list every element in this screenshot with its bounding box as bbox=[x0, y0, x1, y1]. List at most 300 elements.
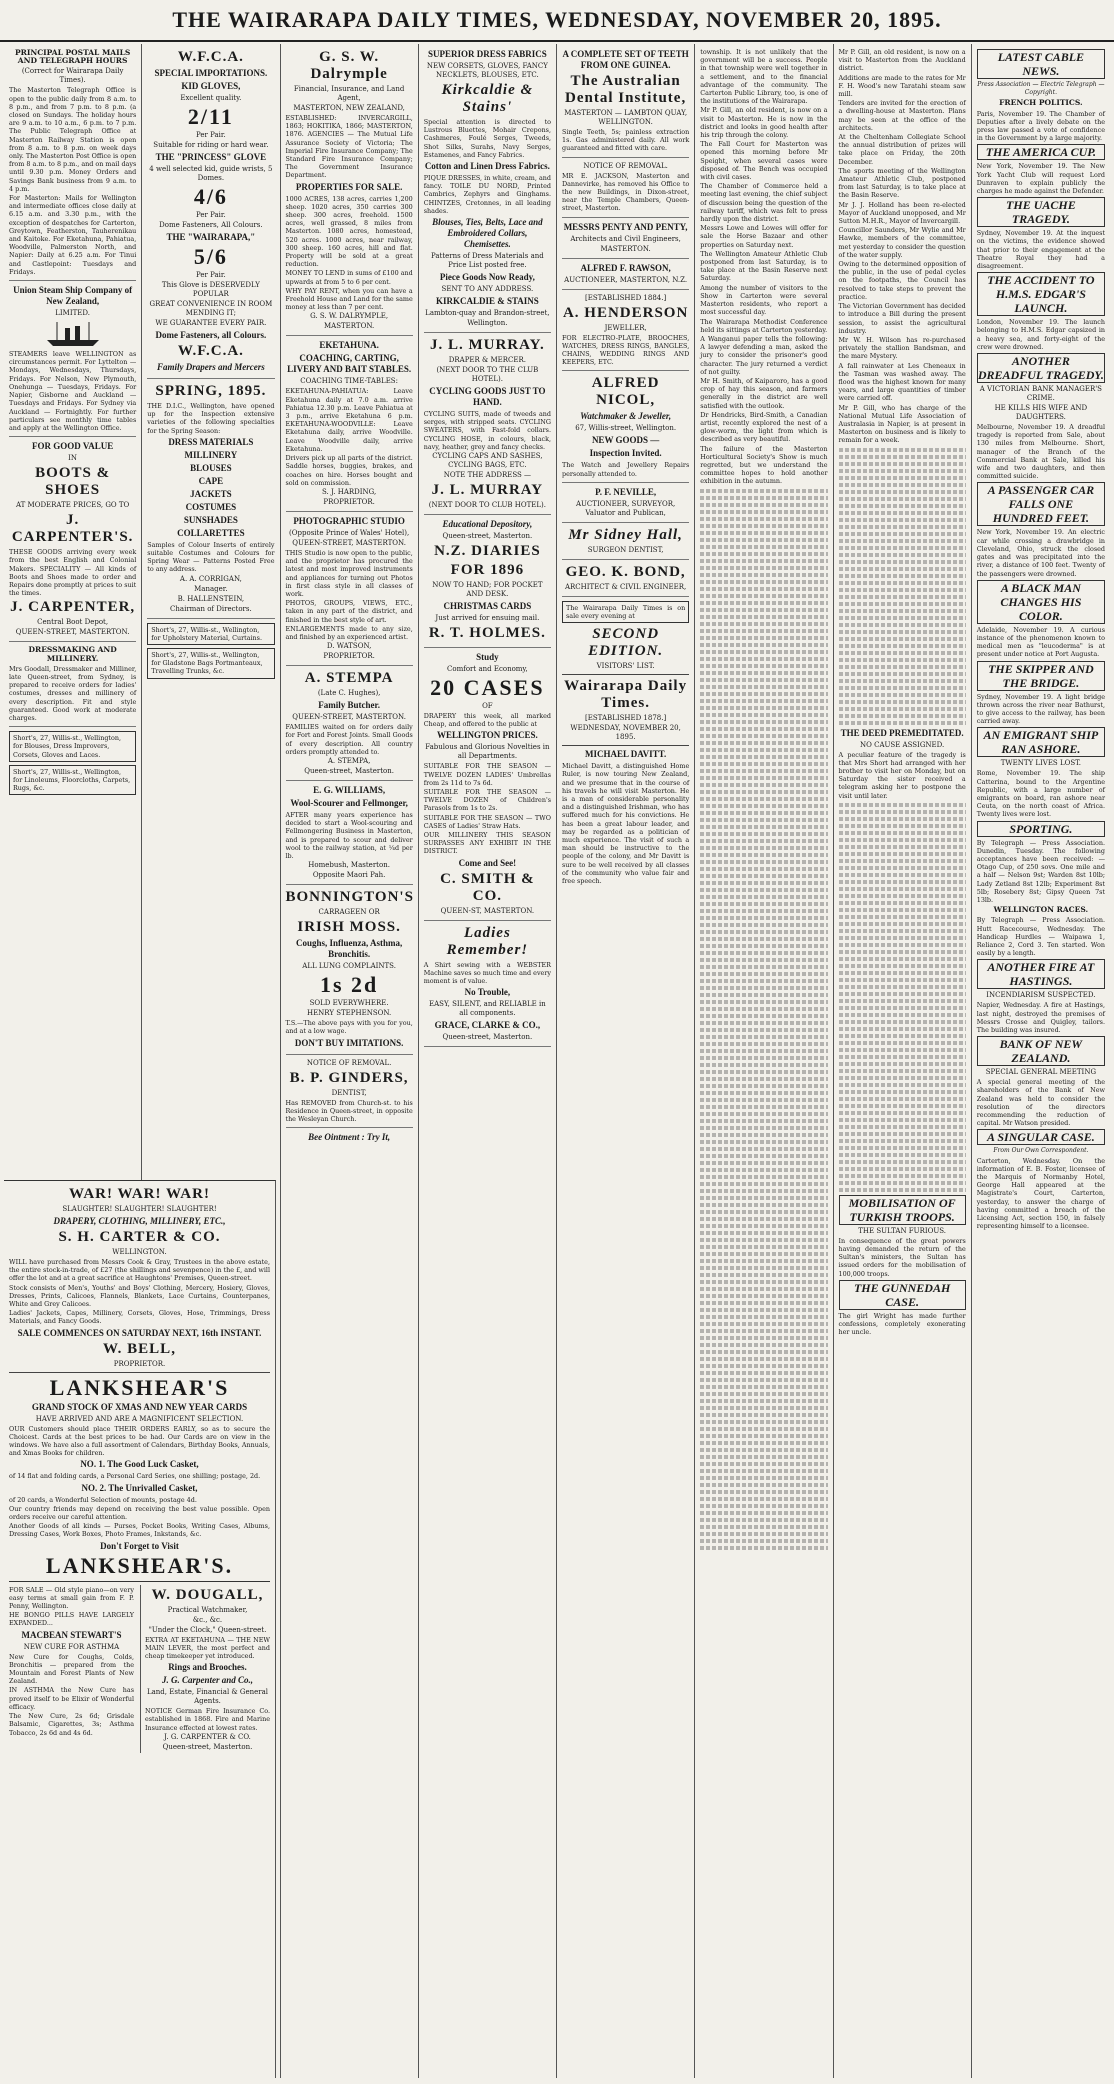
pill-ad: HE BONGO PILLS HAVE LARGELY EXPANDED... bbox=[9, 1611, 134, 1628]
dalrymple-name: G. S. W. Dalrymple bbox=[310, 49, 388, 82]
dalrymple-sign: G. S. W. DALRYMPLE, bbox=[310, 312, 389, 321]
spring-title: SPRING, 1895. bbox=[155, 383, 267, 399]
passenger-body: New York, November 19. An electric car while crossing a drawbridge in Cleveland, Ohio, struck the closed gates and was precipitated into the river, a distance of 100 feet. Twenty of the passengers were drowned. bbox=[976, 528, 1105, 578]
special-importations: SPECIAL IMPORTATIONS. bbox=[154, 68, 268, 78]
holmes-name: R. T. HOLMES. bbox=[428, 625, 546, 642]
accident-heading: THE ACCIDENT TO H.M.S. EDGAR'S LAUNCH. bbox=[977, 272, 1105, 316]
henderson-name: A. HENDERSON bbox=[562, 304, 689, 321]
sultan-body: In consequence of the great powers having demanded the return of the Sultan's ministers, the Sultan has issued orders for the mobilisation of 100,000 troops. bbox=[838, 1236, 966, 1278]
kid-gloves: KID GLOVES, bbox=[181, 81, 241, 91]
nicol-ad bbox=[562, 375, 689, 482]
boots-name: J. CARPENTER'S. bbox=[11, 512, 134, 546]
no2-heading: NO. 2. The Unrivalled Casket, bbox=[81, 1482, 198, 1493]
educational-address: Queen-street, Masterton. bbox=[442, 532, 533, 541]
c7-para-11: A fall rainwater at Les Cheneaux in the Tasman was washed away. The flood was the highest known for many years, and large quantities of timber were carried off. bbox=[838, 361, 966, 403]
dalrymple-ad bbox=[286, 49, 413, 336]
stempa-sign-address: Queen-street, Masterton. bbox=[304, 766, 394, 775]
photo-enlarge: ENLARGEMENTS made to any size, and finished by an experienced artist. bbox=[285, 624, 413, 641]
macbean-body: New Cure for Coughs, Colds, Bronchitis — prepared from the Mountain and Forest Plants of New Zealand. bbox=[9, 1652, 134, 1686]
ladies-body: A Shirt sewing with a WEBSTER Machine saves so much time and every moment is of value. bbox=[423, 960, 551, 986]
grace-clarke: GRACE, CLARKE & CO., bbox=[434, 1020, 541, 1031]
easy-silent: EASY, SILENT, and RELIABLE in all components. bbox=[428, 1000, 546, 1018]
stempa-ad bbox=[286, 670, 413, 781]
butcher-address: QUEEN-STREET, MASTERTON. bbox=[292, 713, 406, 722]
nicol-sub: Watchmaker & Jeweller, bbox=[580, 411, 672, 422]
williams-body: AFTER many years experience has decided to start a Wool-scouring and Fellmongering Business in Masterton, and is prepared to scour and deliver wool to the railway station, at ¼d per lb. bbox=[285, 810, 413, 860]
harding-sub: PROPRIETOR. bbox=[323, 497, 375, 506]
carpenter-sub: Central Boot Depot, bbox=[37, 618, 109, 627]
penty-name: MESSRS PENTY AND PENTY, bbox=[563, 221, 688, 232]
butcher-body: FAMILIES waited on for orders daily for Fort and Forest Joints. Small Goods of every description. All country orders promptly attended to. bbox=[285, 723, 413, 756]
henderson-sub: JEWELLER, bbox=[604, 323, 647, 332]
ginders-sub: DENTIST, bbox=[331, 1088, 367, 1097]
wellington-prices: WELLINGTON PRICES. bbox=[436, 730, 538, 741]
bee-ointment: Bee Ointment : Try It, bbox=[308, 1132, 391, 1143]
ginders-name: B. P. GINDERS, bbox=[289, 1069, 409, 1086]
deed-sub: NO CAUSE ASSIGNED. bbox=[860, 740, 945, 749]
cup-body: New York, November 19. The New York Yacht Club will request Lord Dunraven to explain publicly the charges he made against the Defender. bbox=[976, 162, 1105, 196]
cup-heading: THE AMERICA CUP. bbox=[977, 144, 1105, 160]
penty-address: MASTERTON. bbox=[600, 244, 651, 253]
blouses-heading: Blouses, Ties, Belts, Lace and Embroidered Collars, Chemisettes. bbox=[432, 217, 543, 250]
steamship-icon bbox=[43, 320, 103, 348]
boots-sub: AT MODERATE PRICES, GO TO bbox=[15, 501, 130, 510]
uache-heading: THE UACHE TRAGEDY. bbox=[977, 197, 1105, 227]
dome-fasteners: Dome Fasteners, All Colours. bbox=[159, 221, 263, 229]
boots-ad bbox=[9, 441, 136, 642]
irish-moss: IRISH MOSS. bbox=[297, 919, 401, 936]
stephenson-note: T.S.—The above pays with you for you, and at a low wage. bbox=[285, 1019, 413, 1036]
column-6 bbox=[695, 44, 833, 2078]
educational-ad bbox=[424, 519, 551, 648]
divider-2 bbox=[562, 745, 689, 746]
educational-heading: Educational Depository, bbox=[442, 519, 533, 530]
country-friends: Our country friends may depend on receiving the best value possible. Open orders receive our careful attention. bbox=[9, 1504, 270, 1522]
per-pair-2: Per Pair. bbox=[196, 211, 226, 219]
smith-name: C. SMITH & CO. bbox=[440, 870, 535, 904]
inspection-invited: Inspection Invited. bbox=[589, 448, 662, 459]
bank-sub: SPECIAL GENERAL MEETING bbox=[985, 1068, 1097, 1077]
ailments-sub: ALL LUNG COMPLAINTS. bbox=[302, 962, 396, 971]
murray-sign-address: (NEXT DOOR TO CLUB HOTEL). bbox=[428, 501, 546, 510]
fire-body: Napier, Wednesday. A fire at Hastings, last night, destroyed the premises of Messrs Crosse and Quigley, tailors. The building was insured. bbox=[976, 1001, 1105, 1034]
dic-item-2: BLOUSES bbox=[190, 462, 232, 473]
ailments: Coughs, Influenza, Asthma, Bronchitis. bbox=[295, 938, 403, 960]
column-3 bbox=[281, 44, 419, 2078]
twenty-body: Rome, November 19. The ship Catterina, bound to the Argentine Republic, with a large number of emigrants on board, ran ashore near Ceuta, on the north coast of Africa. Twenty lives were lost. bbox=[976, 769, 1105, 819]
removal-heading: NOTICE OF REMOVAL. bbox=[583, 161, 668, 170]
murray-address: (NEXT DOOR TO THE CLUB HOTEL). bbox=[436, 366, 539, 384]
kid-note: Suitable for riding or hard wear. bbox=[153, 141, 269, 149]
henderson-list: FOR ELECTRO-PLATE, BROOCHES, WATCHES, DRESS RINGS, BANGLES, CHAINS, WEDDING RINGS AND KEEPERS, ETC. bbox=[562, 333, 690, 367]
dalrymple-sign-address: MASTERTON. bbox=[323, 322, 375, 331]
diaries-heading: N.Z. DIARIES bbox=[434, 543, 541, 560]
kirkcaldie-body: Special attention is directed to Lustrous Bluettes, Mohair Crepons, Cashmeres, Foulé Serges, Tweeds, Shot Silks, Surahs, Navy Serges, Estamenes, and Fancy Fabrics. bbox=[423, 118, 551, 159]
nicol-address: 67, Willis-street, Wellington. bbox=[575, 424, 677, 433]
note-address: NOTE THE ADDRESS — bbox=[443, 471, 532, 480]
diaries-sub: NOW TO HAND; FOR POCKET AND DESK. bbox=[432, 581, 543, 599]
column-4 bbox=[419, 44, 557, 2078]
rawson-ad bbox=[562, 263, 689, 290]
dental-body: Single Teeth, 5s; painless extraction 1s. Gas administered daily. All work guaranteed and fitted with care. bbox=[562, 128, 690, 153]
study-sub: Comfort and Economy, bbox=[447, 665, 528, 674]
neville-sub: AUCTIONEER, SURVEYOR, Valuator and Publican, bbox=[575, 499, 676, 517]
wfca-ad bbox=[147, 49, 274, 379]
carter-stock: Stock consists of Men's, Youths' and Boys' Clothing, Mercery, Hosiery, Gloves, Dresses, Prints, Calicoes, Flannels, Blankets, Lace Curtains, Counterpanes, White and Grey Calicoes. bbox=[9, 1283, 270, 1309]
carter-body: WILL have purchased from Messrs Cook & Gray, Trustees in the above estate, the entire stock-in-trade, of £27 (the shillings and sevenpence) in the £, and will offer the lot and at a great sacrifice at Haughtons' Premises, Queen-street. bbox=[9, 1258, 270, 1283]
dressmaking-body: Mrs Goodall, Dressmaker and Milliner, late Queen-street, from Sydney, is prepared to receive orders for ladies' costumes, dresses and millinery of every description. Fit and style guaranteed. Good work at moderate charges. bbox=[9, 664, 137, 722]
smith-address: QUEEN-ST, MASTERTON. bbox=[440, 906, 535, 915]
c7-para-5: The sports meeting of the Wellington Amateur Athletic Club, postponed from last Saturday, is to take place at the Basin Reserve. bbox=[838, 166, 966, 200]
fashion-note: Fabulous and Glorious Novelties in all Departments. bbox=[425, 743, 550, 761]
photo-heading: PHOTOGRAPHIC STUDIO bbox=[293, 515, 405, 526]
new-goods: NEW GOODS — bbox=[591, 435, 660, 446]
tragedy-heading: ANOTHER DREADFUL TRAGEDY. bbox=[977, 354, 1104, 383]
dic-body: THE D.I.C., Wellington, have opened up for the Inspection extensive varieties of the following specialties for the Spring Season: bbox=[147, 402, 275, 435]
c6-para-9: A Wanganui paper tells the following: A lawyer defending a man, asked the jury to consider the prisoner's good character. The jury returned a verdict of not guilty. bbox=[700, 334, 828, 376]
hall-name: Mr Sidney Hall, bbox=[568, 526, 683, 543]
davitt-body: Michael Davitt, a distinguished Home Ruler, is now touring New Zealand, and we presume that in the course of his travels he will visit Masterton. He is a man of considerable personality and a distinguished Irishman, who has suffered much for his convictions. He has been a great labour leader, and may be regarded as a politician of much experience. The visit of such a man should be instructive to the people of the colony, and Mr Davitt is sure to be well received by all classes of the community who value fair and free speech. bbox=[562, 762, 690, 886]
neville-name: P. F. NEVILLE, bbox=[595, 486, 657, 497]
irish-moss-price: 1s 2d bbox=[319, 972, 379, 998]
umbrellas: SUITABLE FOR THE SEASON — TWELVE DOZEN LADIES' Umbrellas from 2s 11d to 7s 6d. bbox=[423, 762, 551, 787]
black-body: Adelaide, November 19. A curious instance of the phenomenon known to medical men as "leucoderma" is at present under notice at Port Augusta. bbox=[976, 625, 1105, 659]
murray-name: J. L. MURRAY. bbox=[429, 337, 545, 354]
column-7 bbox=[834, 44, 972, 2078]
c6-para-6: The Wellington Amateur Athletic Club postponed from last Saturday, is to take place at the Basin Reserve next Saturday. bbox=[700, 249, 828, 283]
murray-ad bbox=[424, 337, 551, 515]
cases-sub: OF bbox=[482, 702, 493, 711]
study-heading: Study bbox=[476, 652, 499, 663]
gunnedah-body: The girl Wright has made further confessions, completely exonerating her uncle. bbox=[838, 1311, 966, 1337]
williams-address: Homebush, Masterton. bbox=[308, 861, 390, 870]
eketahuna-heading: EKETAHUNA. bbox=[319, 340, 379, 351]
carpenter-co-sign: J. G. CARPENTER & CO. bbox=[164, 1732, 251, 1741]
carter-name: S. H. CARTER & CO. bbox=[58, 1229, 221, 1245]
sale-notice: The Wairarapa Daily Times is on sale every evening at bbox=[562, 601, 689, 623]
carpenter-co-body: NOTICE German Fire Insurance Co. established in 1868. Fire and Marine Insurance effected at lowest rates. bbox=[145, 1707, 270, 1732]
dressmaking-heading: DRESSMAKING AND MILLINERY. bbox=[28, 645, 117, 663]
cotton-heading: Cotton and Linen Dress Fabrics. bbox=[424, 161, 550, 172]
c6-para-10: Mr H. Smith, of Kaiparoro, has a good crop of hay this season, and farmers generally in the district are well satisfied with the outlook. bbox=[700, 376, 828, 410]
bank-heading: BANK OF NEW ZEALAND. bbox=[977, 1036, 1105, 1066]
sale-commences: SALE COMMENCES ON SATURDAY NEXT, 16th INSTANT. bbox=[17, 1327, 262, 1338]
c7-para-3: Tenders are invited for the erection of a dwelling-house at Masterton. Plans may be seen at the office of the architects. bbox=[838, 99, 966, 132]
princess-sub: 4 well selected kid, guide wrists, 5 Domes. bbox=[149, 165, 273, 182]
tragedy-sub: A VICTORIAN BANK MANAGER'S CRIME. bbox=[979, 385, 1102, 403]
c6-para-7: Among the number of visitors to the Show in Carterton were several Masterton residents, who report a most successful day. bbox=[700, 283, 828, 317]
price-2: 4/6 bbox=[193, 184, 228, 209]
price-1: 2/11 bbox=[187, 104, 234, 129]
uache-body: Sydney, November 19. At the inquest on the victims, the evidence showed that prior to their engagement at the Theatre Royal they had a disagreement. bbox=[976, 229, 1105, 271]
price-3: 5/6 bbox=[193, 244, 228, 269]
carter-ladies: Ladies' Jackets, Capes, Millinery, Corsets, Gloves, Hose, Trimmings, Dress Materials, and Fancy Goods. bbox=[9, 1309, 270, 1326]
c7-para-10: Mr W. H. Wilson has re-purchased privately the stallion Bandsman, and the mare Mystery. bbox=[838, 335, 966, 361]
piece-goods-sub: SENT TO ANY ADDRESS. bbox=[441, 285, 534, 294]
tragedy-body: Melbourne, November 19. A dreadful tragedy is reported from Sale, about 130 miles from Melbourne. Short, manager of the Branch of the Commercial Bank at Sale, killed his wife and two daughters, and then committed suicide. bbox=[976, 423, 1105, 481]
column-8 bbox=[972, 44, 1110, 2078]
piece-goods: Piece Goods Now Ready, bbox=[439, 272, 535, 283]
c6-para-12: The failure of the Masterton Horticultural Society's Show is much regretted, but we understand the committee hopes to hold another exhibition in the autumn. bbox=[700, 444, 828, 486]
visitors-list: VISITORS' LIST. bbox=[596, 662, 655, 671]
c7-para-1: Mr P. Gill, an old resident, is now on a visit to Masterton from the Auckland district. bbox=[838, 48, 966, 73]
asthma-note: IN ASTHMA the New Cure has proved itself to be Elixir of Wonderful efficacy. bbox=[9, 1686, 134, 1711]
mails-body: The Masterton Telegraph Office is open to the public daily from 8 a.m. to 8 p.m., and from 7 p.m. to 8 p.m. (a closed on Sundays. The holiday hours are 9 a.m. to 10 a.m., 6 p.m. to 7 p.m. The Public Telegraph Office at Masterton Railway Station is open from 8 a.m. to 8 p.m. on week days only. The Masterton Post Office is open from 8 a.m. to 8 p.m., and on mail days until 9.30 p.m. Money Orders and Savings Bank business from 9 a.m. to 4 p.m. bbox=[9, 86, 137, 193]
ginders-body: Has REMOVED from Church-st. to his Residence in Queen-street, in opposite the Wesleyan Church. bbox=[285, 1098, 413, 1123]
sultan-heading: THE SULTAN FURIOUS. bbox=[858, 1226, 947, 1235]
cycling-caps: CYCLING CAPS AND SASHES, CYCLING BAGS, ETC. bbox=[432, 452, 543, 470]
photo-groups: PHOTOS, GROUPS, VIEWS, ETC., taken in any part of the district, and finished in the best style of art. bbox=[285, 599, 413, 624]
cable-byline: Press Association — Electric Telegraph — Copyright. bbox=[977, 81, 1105, 97]
butcher-heading: Family Butcher. bbox=[318, 700, 380, 711]
boots-heading-2: IN bbox=[68, 454, 78, 463]
accident-body: London, November 19. The launch belonging to H.M.S. Edgar capsized in a heavy sea, and forty-eight of the crew were drowned. bbox=[976, 318, 1105, 351]
c7-text-filler bbox=[839, 448, 966, 725]
bond-ad bbox=[562, 564, 689, 597]
webster-ad bbox=[424, 925, 551, 1048]
why-pay-rent: WHY PAY RENT, when you can have a Freehold House and Land for the same money at less than 7 per cent. bbox=[285, 286, 413, 312]
fire-sub: INCENDIARISM SUSPECTED. bbox=[986, 991, 1096, 1000]
dic-item-5: COSTUMES bbox=[185, 501, 237, 512]
williams-address-2: Opposite Maori Pah. bbox=[312, 871, 386, 880]
williams-sub: Wool-Scourer and Fellmonger, bbox=[290, 797, 408, 808]
c7-text-filler-2 bbox=[839, 803, 966, 1192]
dic-item-3: CAPE bbox=[198, 475, 224, 486]
photo-studio-ad bbox=[286, 516, 413, 666]
millinery-note: OUR MILLINERY THIS SEASON SURPASSES ANY EXHIBIT IN THE DISTRICT. bbox=[423, 831, 551, 856]
fire-heading: ANOTHER FIRE AT HASTINGS. bbox=[977, 959, 1105, 989]
hallenstein-sub: Chairman of Directors. bbox=[170, 604, 252, 613]
complete-set: A COMPLETE SET OF TEETH FROM ONE GUINEA. bbox=[562, 49, 689, 70]
bonnington: BONNINGTON'S bbox=[285, 889, 414, 906]
c7-para-4: At the Cheltenham Collegiate School the annual distribution of prizes will take place on Friday, the 20th December. bbox=[838, 133, 966, 166]
kirkcaldie-city: Wellington. bbox=[467, 319, 508, 328]
singular-body: Carterton, Wednesday. On the information of E. B. Foster, licensee of the Marquis of Normanby Hotel, George Hall appeared at the Magistrate's Court, Carterton, yesterday, to answer the charge of having committed a breach of the Licensing Act, section 150, in falsely representing himself to a licensee. bbox=[976, 1156, 1105, 1231]
stephenson: HENRY STEPHENSON. bbox=[306, 1009, 392, 1018]
dic-item-6: SUNSHADES bbox=[183, 514, 238, 525]
irish-moss-ad bbox=[286, 889, 413, 1054]
no-trouble: No Trouble, bbox=[464, 987, 511, 998]
slaughter: SLAUGHTER! SLAUGHTER! SLAUGHTER! bbox=[62, 1205, 217, 1213]
carter-lankshear-block bbox=[4, 1180, 276, 2078]
neville-ad bbox=[562, 487, 689, 523]
straw-hats: SUITABLE FOR THE SEASON — TWO CASES of Ladies' Straw Hats. bbox=[423, 813, 551, 830]
dougall-sub-2: &c., &c. bbox=[192, 1615, 223, 1624]
watson-sub: PROPRIETOR. bbox=[323, 652, 375, 661]
come-and-see: Come and See! bbox=[458, 857, 517, 868]
carpenter-name: J. CARPENTER, bbox=[10, 599, 136, 616]
tragedy-sub-2: HE KILLS HIS WIFE AND DAUGHTERS. bbox=[994, 404, 1088, 422]
c6-text-filler bbox=[700, 489, 827, 1550]
dougall-name: W. DOUGALL, bbox=[151, 1586, 264, 1603]
kirkcaldie-ad bbox=[424, 49, 551, 333]
grand-body: OUR Customers should place THEIR ORDERS EARLY, so as to secure the Choicest. Cards at the best prices to be had. Our Cards are on view in the windows. We have also a full assortment of Calendars, Birthday Books, Annuals, and Xmas Books for children. bbox=[9, 1424, 270, 1458]
per-pair-3: Per Pair. bbox=[196, 271, 226, 279]
dic-ad bbox=[147, 383, 274, 619]
dome-fasteners-2: Dome Fasteners, all Colours. bbox=[155, 330, 267, 340]
cotton-body: PIQUE DRESSES, in white, cream, and fancy. TOILE DU NORD, Printed Cambrics, Zephyrs and Ginghams. CHINTZES, Cretonnes, in all leading shades. bbox=[423, 174, 551, 215]
removal-ad bbox=[562, 162, 689, 218]
c6-para-1: township. It is not unlikely that the government will be a success. People in that township were well together in a settlement, and to the financial advantage of the community. The Carterton Public Library, too, is one of the institutions of the Wairarapa. bbox=[700, 48, 828, 106]
stempa-sign: A. STEMPA, bbox=[327, 756, 371, 765]
dic-item-4: JACKETS bbox=[190, 488, 232, 499]
mails-body-2: For Masterton: Mails for Wellington and intermediate offices close daily at 6.15 a.m. and 3.30 p.m., with the exception of despatches for Carterton, Greytown, Featherston, Tauherenikau and Kaitoke. For Eketahuna, Pahiatua, Woodville, Palmerston North, and Napier: Daily at 6.25 a.m. For Tinui and Castlepoint: Tuesdays and Fridays. bbox=[9, 194, 137, 276]
grace-address: Queen-street, Masterton. bbox=[442, 1033, 533, 1042]
this-glove: This Glove is DESERVEDLY POPULAR bbox=[161, 281, 260, 298]
divider-3 bbox=[9, 1372, 270, 1373]
dougall-address: "Under the Clock," Queen-street. bbox=[148, 1625, 267, 1634]
kirkcaldie-name: Kirkcaldie & Stains' bbox=[441, 82, 534, 115]
coach-body: EKETAHUNA-PAHIATUA: Leave Eketahuna daily at 7.0 a.m. arrive Pahiatua 12.30 p.m. Leave Pahiatua at 3 p.m., arrive Eketahuna 6 p.m. EKETAHUNA-WOODVILLE: Leave Eketahuna daily, arrive Woodville. Leave Woodville daily, arrive Eketahuna. bbox=[285, 387, 413, 453]
mobilisation-heading: MOBILISATION OF TURKISH TROOPS. bbox=[839, 1195, 966, 1225]
bell-sub: PROPRIETOR. bbox=[113, 1359, 166, 1368]
guarantee: WE GUARANTEE EVERY PAIR. bbox=[155, 319, 267, 327]
removal-notice: NOTICE OF REMOVAL. bbox=[306, 1058, 392, 1067]
kid-gloves-sub: Excellent quality. bbox=[180, 94, 242, 102]
patterns-note: Patterns of Dress Materials and Price List posted free. bbox=[430, 252, 544, 270]
properties-heading: PROPERTIES FOR SALE. bbox=[295, 181, 403, 192]
no1-body: of 14 flat and folding cards, a Personal Card Series, one shilling; postage, 2d. bbox=[9, 1472, 261, 1481]
macbean-sub: NEW CURE FOR ASTHMA bbox=[23, 1642, 120, 1651]
new-cure-prices: The New Cure, 2s 6d; Grisdale Balsamic, Cigarettes, 3s; Asthma Tobacco, 2s 6d and 4s 6d. bbox=[9, 1712, 134, 1737]
cable-news-heading: LATEST CABLE NEWS. bbox=[977, 49, 1105, 79]
dental-name: The Australian Dental Institute, bbox=[565, 73, 687, 106]
cases-body: DRAPERY this week, all marked Cheap, and offered to the public at bbox=[423, 712, 551, 729]
rawson-name: ALFRED F. RAWSON, bbox=[580, 262, 671, 273]
coach-note: Drivers pick up all parts of the district. Saddle horses, buggies, brakes, and coaches on hire. Horses bought and sold on commission. bbox=[285, 454, 413, 487]
singular-sub: From Our Own Correspondent. bbox=[993, 1147, 1089, 1155]
carter-city: WELLINGTON. bbox=[112, 1248, 167, 1256]
sporting-body: By Telegraph — Press Association. Dunedin, Tuesday. The following acceptances have been received: — Otago Cup, of 250 sovs. One mile and a half — Nelson 9st; Warden 8st 10lb; Lady Zetland 8st 12lb; Experiment 8st 5lb; Rosebery 8st; Gipsy Queen 7st 13lb. bbox=[976, 838, 1105, 904]
piano-ad: FOR SALE — Old style piano—on very easy terms at small gain from F. P. Penny, Wellington. bbox=[9, 1585, 134, 1611]
dalrymple-address: MASTERTON, NEW ZEALAND, bbox=[293, 104, 405, 112]
coach-time-heading: COACHING TIME-TABLES: bbox=[300, 377, 398, 386]
murray-sub: DRAPER & MERCER. bbox=[448, 356, 526, 365]
union-sub: LIMITED. bbox=[55, 309, 90, 318]
kirkcaldie-sign: KIRKCALDIE & STAINS bbox=[435, 296, 539, 307]
henderson-ad bbox=[562, 294, 689, 372]
carpenter-co-sub: Land, Estate, Financial & General Agents. bbox=[146, 1688, 269, 1706]
c6-para-4: The Chamber of Commerce held a meeting last evening, the chief subject of discussion being the question of the railway tariff, which was felt to press hardly upon the district. bbox=[700, 182, 828, 224]
boots-body: THESE GOODS arriving every week from the best English and Colonial Makers. SPECIALITY — All kinds of Boots and Shoes made to order and Repairs done promptly at prices to suit the times. bbox=[9, 548, 137, 598]
other-goods: Another Goods of all kinds — Purses, Pocket Books, Writing Cases, Albums, Dressing Cases, Work Boxes, Photo Frames, Inkstands, &c. bbox=[9, 1522, 270, 1539]
properties-body: 1000 ACRES, 138 acres, carries 1,200 sheep. 1020 acres, 350 carries 300 sheep. 300 acres, freehold. 1500 acres, well grassed, 8 miles from Masterton. 1080 acres, homestead, 520 acres. 1000 acres, near railway, 300 sheep. 160 acres, hill and flat. Property will be sold at a great reduction. bbox=[285, 194, 413, 269]
divider bbox=[562, 674, 689, 675]
rawson-sub: AUCTIONEER, MASTERTON, N.Z. bbox=[564, 275, 688, 284]
bond-name: GEO. K. BOND, bbox=[565, 563, 686, 580]
dic-patterns: Samples of Colour Inserts of entirely suitable Costumes and Colours for Spring Wear — Patterns Posted Free to any address. bbox=[147, 540, 275, 574]
established: [ESTABLISHED 1884.] bbox=[585, 293, 667, 302]
mails-notice bbox=[9, 49, 136, 281]
corrigan-sub: Manager. bbox=[194, 584, 228, 593]
c7-para-8: Owing to the determined opposition of the public, in the use of pedal cycles on the footpaths, the Council has resolved to take steps to prevent the practice. bbox=[838, 260, 966, 301]
stempa-sub: (Late C. Hughes), bbox=[317, 689, 381, 698]
bottom-left-ads bbox=[9, 1585, 134, 1753]
wfca-title-2: W.F.C.A. bbox=[177, 343, 244, 359]
c6-para-5: Messrs Lowe and Lowes will offer for sale the Horse Bazaar and other properties on Saturday next. bbox=[700, 224, 828, 249]
dic-item-7: COLLARETTES bbox=[177, 527, 245, 538]
carrageen: CARRAGEEN OR bbox=[318, 908, 380, 917]
williams-name: E. G. WILLIAMS, bbox=[313, 784, 386, 795]
times-established: [ESTABLISHED 1878.] bbox=[585, 714, 667, 723]
bottom-ads-row bbox=[9, 1581, 270, 1753]
racing-heading: WELLINGTON RACES. bbox=[993, 905, 1089, 915]
superior-sub: NEW CORSETS, GLOVES, FANCY NECKLETS, BLOUSES, ETC. bbox=[426, 62, 548, 79]
cases-heading: 20 CASES bbox=[430, 675, 545, 701]
superior-fabrics: SUPERIOR DRESS FABRICS bbox=[427, 49, 547, 59]
c7-para-2: Additions are made to the rates for Mr F. H. Wood's new Taratahi steam saw mill. bbox=[838, 73, 966, 99]
singular-heading: A SINGULAR CASE. bbox=[977, 1129, 1105, 1145]
cycling-heading: CYCLING GOODS JUST TO HAND. bbox=[429, 386, 546, 408]
c7-para-7: Councillor Saunders, Mr Wylie and Mr Hawke, members of the committee, met yesterday to consider the question of the water supply. bbox=[838, 226, 966, 259]
shorts-ad-2: Short's, 27, Willis-st., Wellington, for Linoleums, Floorcloths, Carpets, Rugs, &c. bbox=[9, 765, 136, 796]
rings-brooches: Rings and Brooches. bbox=[168, 1662, 247, 1673]
emigrant-heading: AN EMIGRANT SHIP RAN ASHORE. bbox=[977, 727, 1105, 757]
drapery-heading: DRAPERY, CLOTHING, MILLINERY, ETC., bbox=[53, 1216, 226, 1226]
skipper-heading: THE SKIPPER AND THE BRIDGE. bbox=[977, 661, 1105, 691]
dental-ad bbox=[562, 49, 689, 158]
per-pair-1: Per Pair. bbox=[196, 131, 226, 139]
c6-para-8: The Wairarapa Methodist Conference held its sittings at Carterton yesterday. bbox=[700, 317, 828, 334]
dont-buy-imitations: DON'T BUY IMITATIONS. bbox=[294, 1037, 404, 1048]
diaries-year: FOR 1896 bbox=[450, 562, 525, 579]
parasols: SUITABLE FOR THE SEASON — TWELVE DOZEN of Children's Parasols from 1s to 2s. bbox=[423, 788, 551, 813]
xmas-cards-sub: Just arrived for ensuing mail. bbox=[435, 614, 540, 623]
shorts-ad-1: Short's, 27, Willis-st., Wellington, for Blouses, Dress Improvers, Corsets, Gloves and Laces. bbox=[9, 731, 136, 762]
c6-para-2: Mr P. Gill, an old resident, is now on a visit to Masterton. He is now in the district and looks in good health after his trip through the colony. bbox=[700, 106, 828, 140]
cycling-body: CYCLING SUITS, made of tweeds and serges, with stripped seats. CYCLING SWEATERS, with Fast-fold collars. CYCLING HOSE, in colours, black, navy, heather, grey and fancy checks. bbox=[423, 410, 551, 451]
wairarapa-glove: THE "WAIRARAPA," bbox=[166, 232, 256, 242]
dont-forget: Don't Forget to Visit bbox=[100, 1540, 179, 1551]
times-title: Wairarapa Daily Times. bbox=[564, 678, 688, 712]
no2-body: of 20 cards, a Wonderful Selection of mounts, postage 4d. bbox=[9, 1495, 197, 1504]
column-5 bbox=[557, 44, 695, 2078]
xmas-cards: CHRISTMAS CARDS bbox=[443, 601, 532, 612]
c7-para-6: Mr J. J. Holland has been re-elected Mayor of Auckland unopposed, and Mr Sutton M.H.R., Mayor of Invercargill. bbox=[838, 200, 966, 226]
lankshear-heading: LANKSHEAR'S bbox=[49, 1374, 230, 1400]
masthead-title: THE WAIRARAPA DAILY TIMES, WEDNESDAY, NOVEMBER 20, 1895. bbox=[172, 7, 942, 32]
dougall-sub: Practical Watchmaker, bbox=[167, 1605, 248, 1614]
twenty-lives: TWENTY LIVES LOST. bbox=[1000, 759, 1081, 768]
lankshear-sign: LANKSHEAR'S. bbox=[45, 1552, 234, 1578]
shorts-ad-3: Short's, 27, Willis-st., Wellington, for Upholstery Material, Curtains. bbox=[147, 623, 274, 645]
princess-glove: THE "PRINCESS" GLOVE bbox=[155, 152, 267, 162]
union-title: Union Steam Ship Company of New Zealand, bbox=[13, 285, 133, 307]
money-to-lend: MONEY TO LEND in sums of £100 and upwards at from 5 to 6 per cent. bbox=[285, 269, 413, 286]
murray-sign: J. L. MURRAY bbox=[431, 482, 544, 499]
great-convenience: GREAT CONVENIENCE IN ROOM MENDING IT; bbox=[149, 300, 273, 317]
ladies-remember: Ladies Remember! bbox=[446, 924, 529, 958]
bond-sub: ARCHITECT & CIVIL ENGINEER, bbox=[564, 582, 687, 591]
davitt-heading: MICHAEL DAVITT. bbox=[585, 749, 667, 760]
family-drapers: Family Drapers and Mercers bbox=[157, 362, 265, 372]
hall-ad bbox=[562, 527, 689, 560]
carpenter-address: QUEEN-STREET, MASTERTON. bbox=[15, 628, 130, 637]
mails-sub: (Correct for Wairarapa Daily Times). bbox=[21, 67, 124, 85]
sporting-heading: SPORTING. bbox=[977, 821, 1105, 837]
grand-stock-sub: HAVE ARRIVED AND ARE A MAGNIFICENT SELECTION. bbox=[35, 1414, 244, 1423]
removal-body: MR E. JACKSON, Masterton and Dannevirke, has removed his Office to the new Buildings, in Dixon-street, near the Temple Chambers, Queen-street, Masterton. bbox=[562, 171, 690, 213]
macbean-name: MACBEAN STEWART'S bbox=[21, 1629, 122, 1640]
williams-ad bbox=[286, 785, 413, 885]
mails-title: PRINCIPAL POSTAL MAILS AND TELEGRAPH HOURS bbox=[14, 48, 131, 66]
carpenter-co-address: Queen-street, Masterton. bbox=[162, 1742, 253, 1751]
passenger-heading: A PASSENGER CAR FALLS ONE HUNDRED FEET. bbox=[977, 482, 1105, 526]
boots-heading-3: BOOTS & SHOES bbox=[35, 465, 111, 499]
c7-para-12: Mr P. Gill, who has charge of the National Mutual Life Association of Australasia in Napier, is at present in Masterton on business and is likely to remain for a week. bbox=[838, 403, 966, 445]
carpenter-co: J. G. Carpenter and Co., bbox=[161, 1675, 253, 1686]
skipper-body: Sydney, November 19. A light bridge thrown across the river near Bathurst, to give access to the railway, has been carried away. bbox=[976, 692, 1105, 726]
